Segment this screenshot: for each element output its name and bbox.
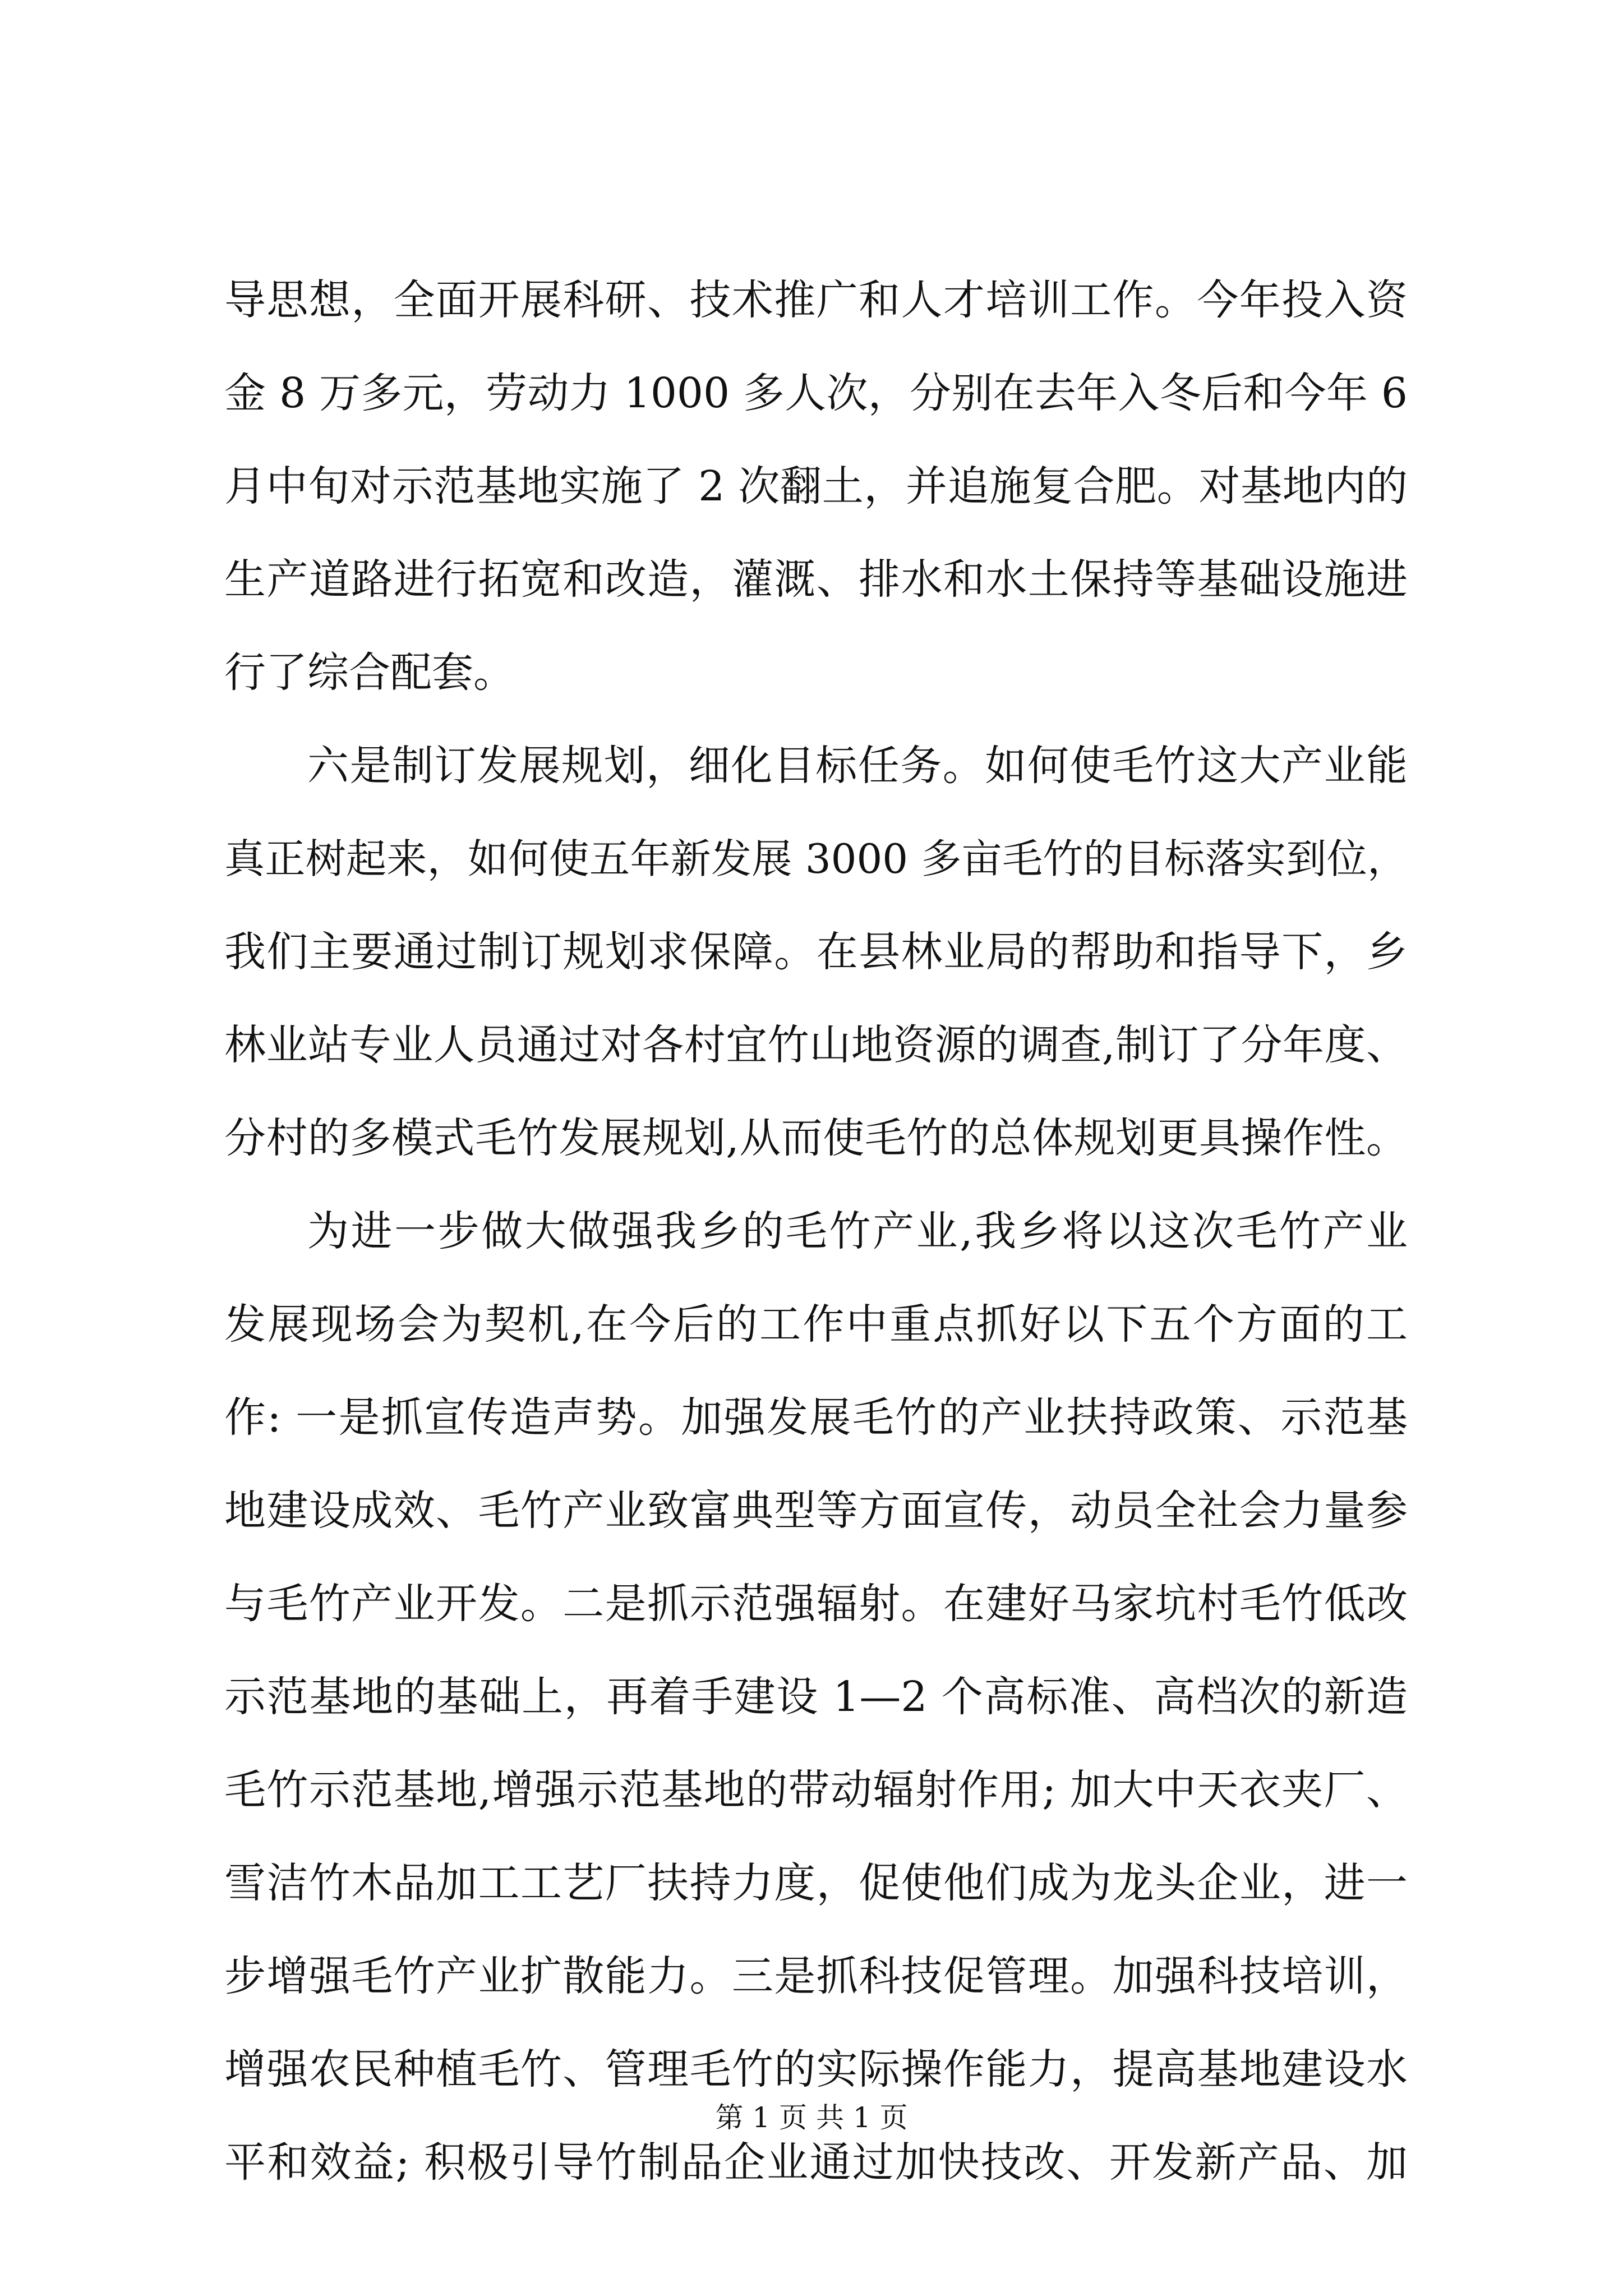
text-line: 分村的多模式毛竹发展规划,从而使毛竹的总体规划更具操作性。 (224, 1114, 1408, 1162)
text-line: 步增强毛竹产业扩散能力。三是抓科技促管理。加强科技培训， (224, 1952, 1408, 2000)
text-line: 作: 一是抓宣传造声势。加强发展毛竹的产业扶持政策、示范基 (224, 1393, 1408, 1442)
text-line: 增强农民种植毛竹、管理毛竹的实际操作能力，提高基地建设水 (224, 2045, 1408, 2093)
text-line: 林业站专业人员通过对各村宜竹山地资源的调查,制订了分年度、 (224, 1021, 1408, 1069)
text-line: 月中旬对示范基地实施了 2 次翻土，并追施复合肥。对基地内的 (224, 462, 1408, 510)
text-line: 六是制订发展规划，细化目标任务。如何使毛竹这大产业能 (307, 742, 1408, 790)
text-line: 地建设成效、毛竹产业致富典型等方面宣传，动员全社会力量参 (224, 1487, 1408, 1535)
document-body (224, 254, 1408, 2209)
text-line: 真正树起来，如何使五年新发展 3000 多亩毛竹的目标落实到位， (224, 835, 1408, 882)
text-line: 我们主要通过制订规划求保障。在县林业局的帮助和指导下，乡 (224, 928, 1408, 976)
text-line: 生产道路进行拓宽和改造，灌溉、排水和水土保持等基础设施进 (224, 555, 1408, 604)
text-line: 毛竹示范基地,增强示范基地的带动辐射作用; 加大中天衣夹厂、 (224, 1766, 1408, 1814)
text-line: 金 8 万多元，劳动力 1000 多人次，分别在去年入冬后和今年 6 (224, 369, 1408, 417)
text-line: 发展现场会为契机,在今后的工作中重点抓好以下五个方面的工 (224, 1300, 1408, 1349)
text-line: 行了综合配套。 (224, 648, 515, 697)
text-line: 为进一步做大做强我乡的毛竹产业,我乡将以这次毛竹产业 (307, 1207, 1408, 1255)
text-line: 导思想，全面开展科研、技术推广和人才培训工作。今年投入资 (224, 276, 1408, 324)
text-line: 雪洁竹木品加工工艺厂扶持力度，促使他们成为龙头企业，进一 (224, 1859, 1408, 1907)
text-line: 平和效益; 积极引导竹制品企业通过加快技改、开发新产品、加 (224, 2138, 1408, 2187)
text-line: 与毛竹产业开发。二是抓示范强辐射。在建好马家坑村毛竹低改 (224, 1580, 1408, 1628)
page-number-footer: 第 1 页 共 1 页 (715, 2101, 908, 2134)
text-line: 示范基地的基础上，再着手建设 1—2 个高标准、高档次的新造 (224, 1673, 1408, 1721)
